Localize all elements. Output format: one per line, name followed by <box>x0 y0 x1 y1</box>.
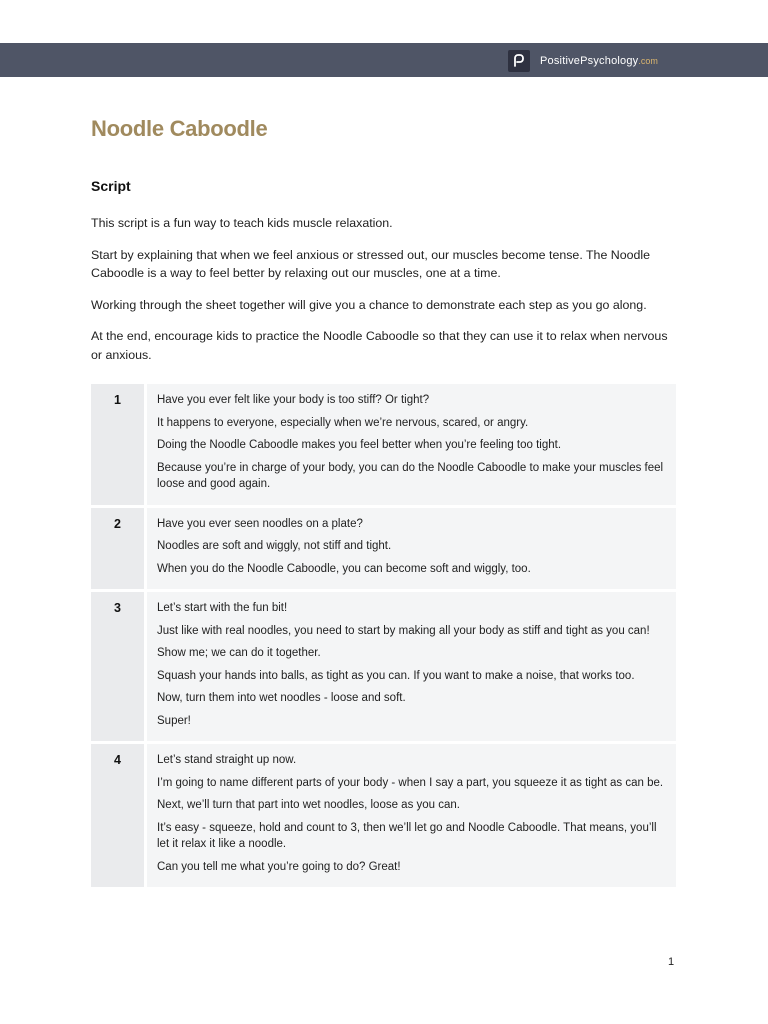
intro-paragraph: Working through the sheet together will give you a chance to demonstrate each step as you go along. <box>91 297 647 312</box>
step-number: 4 <box>91 744 144 887</box>
step-line: Can you tell me what you’re going to do? Great! <box>157 860 401 873</box>
step-line: Noodles are soft and wiggly, not stiff and tight. <box>157 540 392 552</box>
step-line: I’m going to name different parts of your body - when I say a part, you squeeze it as tight as can be. <box>157 776 664 789</box>
intro-paragraph: At the end, encourage kids to practice the Noodle Caboodle so that they can use it to relax when nervous or anxious. <box>91 329 668 362</box>
step-line: Super! <box>157 714 191 727</box>
brand-name: PositivePsychology <box>540 54 639 67</box>
step-line: Next, we’ll turn that part into wet noodles, loose as you can. <box>157 799 460 811</box>
step-line: Have you ever seen noodles on a plate? <box>157 517 363 530</box>
step-content <box>147 508 676 590</box>
p-logo-icon <box>508 50 530 72</box>
page-number: 1 <box>668 956 675 968</box>
step-row <box>91 508 676 590</box>
step-number: 1 <box>91 384 144 505</box>
steps-table <box>91 384 676 890</box>
step-number: 2 <box>91 508 144 590</box>
header-bar <box>0 43 768 77</box>
step-line: Doing the Noodle Caboodle makes you feel better when you’re feeling too tight. <box>157 439 562 451</box>
document-title: Noodle Caboodle <box>91 116 268 141</box>
step-row <box>91 592 676 741</box>
step-content <box>147 744 676 887</box>
intro-paragraph: Start by explaining that when we feel anxious or stressed out, our muscles become tense. The Noodle Caboodle is a way to feel better by relaxing out our muscles, one at a time. <box>91 247 651 280</box>
step-number: 3 <box>91 592 144 741</box>
brand-logo-link[interactable] <box>508 50 658 71</box>
brand-domain: .com <box>638 55 658 66</box>
intro-paragraph: This script is a fun way to teach kids muscle relaxation. <box>91 216 393 230</box>
document-subtitle: Script <box>91 178 131 194</box>
step-line: Now, turn them into wet noodles - loose and soft. <box>157 692 406 704</box>
step-line: Because you’re in charge of your body, you can do the Noodle Caboodle to make your muscles feel loose and good again. <box>157 461 664 490</box>
step-line: Squash your hands into balls, as tight as you can. If you want to make a noise, that works too. <box>157 669 635 682</box>
intro-section <box>91 214 676 377</box>
step-row <box>91 744 676 887</box>
step-line: Let’s stand straight up now. <box>157 754 297 766</box>
step-line: It’s easy - squeeze, hold and count to 3, then we’ll let go and Noodle Caboodle. That means, you’ll let it relax it like a noodle. <box>157 821 657 850</box>
step-content <box>147 384 676 505</box>
step-line: Have you ever felt like your body is too stiff? Or tight? <box>157 394 430 406</box>
step-row <box>91 384 676 505</box>
step-content <box>147 592 676 741</box>
step-line: It happens to everyone, especially when we’re nervous, scared, or angry. <box>157 416 529 429</box>
step-line: Just like with real noodles, you need to start by making all your body as stiff and tight as you can! <box>157 624 650 637</box>
step-line: Let’s start with the fun bit! <box>157 602 288 614</box>
step-line: Show me; we can do it together. <box>157 647 321 659</box>
step-line: When you do the Noodle Caboodle, you can become soft and wiggly, too. <box>157 562 531 575</box>
